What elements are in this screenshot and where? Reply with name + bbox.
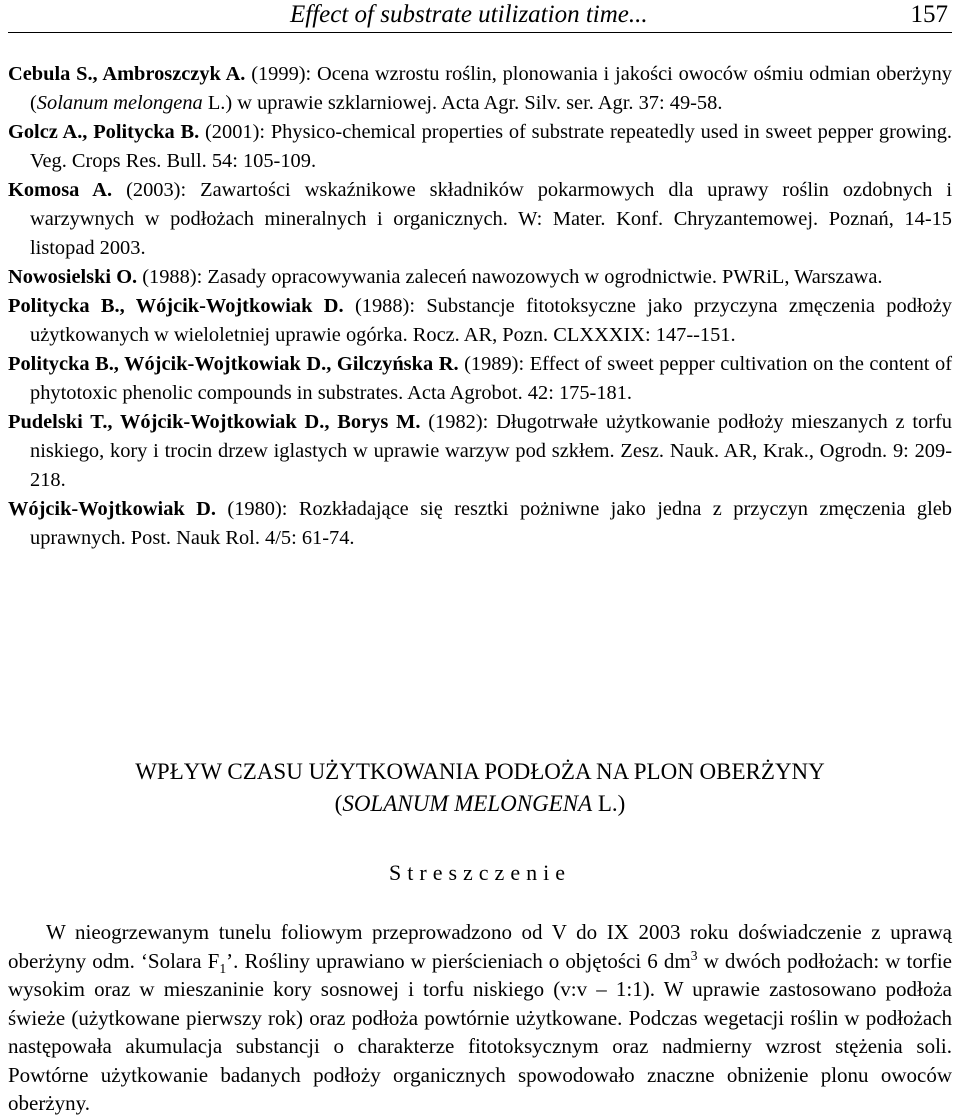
abstract-superscript: 3 bbox=[690, 947, 698, 963]
reference-item bbox=[8, 350, 952, 408]
reference-item bbox=[8, 176, 952, 263]
summary-title-line2 bbox=[0, 788, 960, 820]
reference-item bbox=[8, 495, 952, 553]
abstract-text-3: w dwóch podłożach: w torfie wysokim oraz w mieszaninie kory sosnowej i torfu niskiego (v:v – 1:1). W uprawie zastosowano podłoża świeże (użytkowane pierwszy rok) oraz podłoża powtórnie użytkowane. Podczas wegetacji roślin w podłożach następowała akumulacja substancji o charakterze fitotoksycznym oraz nadmierny wzrost stężenia soli. Powtórne użytkowanie badanych podłoży organicznych spowodowało znaczne obniżenie plonu owoców oberżyny. bbox=[8, 948, 952, 1115]
reference-text: (1999): Ocena wzrostu roślin, plonowania i jakości owoców ośmiu odmian oberżyny ( bbox=[30, 63, 952, 114]
reference-item bbox=[8, 60, 952, 118]
reference-authors: Politycka B., Wójcik-Wojtkowiak D., Gilczyńska R. bbox=[8, 353, 459, 375]
reference-authors: Komosa A. bbox=[8, 179, 113, 201]
reference-item bbox=[8, 408, 952, 495]
summary-title-species: SOLANUM MELONGENA bbox=[342, 791, 593, 816]
references-list bbox=[8, 60, 952, 553]
reference-text-end: L.) w uprawie szklarniowej. Acta Agr. Silv. ser. Agr. 37: 49-58. bbox=[202, 92, 723, 114]
summary-title-close: L.) bbox=[592, 791, 626, 816]
reference-text: (1982): Długotrwałe użytkowanie podłoży mieszanych z torfu niskiego, kory i trocin drzew iglastych w uprawie warzyw pod szkłem. Zesz. Nauk. AR, Krak., Ogrodn. 9: 209-218. bbox=[30, 411, 952, 491]
reference-authors: Pudelski T., Wójcik-Wojtkowiak D., Borys M. bbox=[8, 411, 421, 433]
summary-title-line1: WPŁYW CZASU UŻYTKOWANIA PODŁOŻA NA PLON OBERŻYNY bbox=[135, 759, 825, 784]
reference-text: (1988): Zasady opracowywania zaleceń nawozowych w ogrodnictwie. PWRiL, Warszawa. bbox=[137, 266, 883, 288]
abstract-text-1: W nieogrzewanym tunelu foliowym przeprowadzono od V do IX 2003 roku doświadczenie z uprawą oberżyny odm. ‘Solara F bbox=[8, 920, 952, 973]
abstract-text-2: ’. Rośliny uprawiano w pierścieniach o objętości 6 dm bbox=[226, 948, 691, 973]
reference-authors: Wójcik-Wojtkowiak D. bbox=[8, 498, 216, 520]
summary-title bbox=[0, 756, 960, 820]
reference-item bbox=[8, 263, 952, 292]
reference-text: (2003): Zawartości wskaźnikowe składników pokarmowych dla uprawy roślin ozdobnych i warzywnych w podłożach mineralnych i organicznych. W: Mater. Konf. Chryzantemowej. Poznań, 14-15 listopad 2003. bbox=[30, 179, 952, 259]
abstract-paragraph bbox=[8, 918, 952, 1118]
reference-authors: Nowosielski O. bbox=[8, 266, 138, 288]
reference-authors: Cebula S., Ambroszczyk A. bbox=[8, 63, 246, 85]
reference-text: (2001): Physico-chemical properties of substrate repeatedly used in sweet pepper growing. Veg. Crops Res. Bull. 54: 105-109. bbox=[30, 121, 952, 172]
reference-text: (1988): Substancje fitotoksyczne jako przyczyna zmęczenia podłoży użytkowanych w wieloletniej uprawie ogórka. Rocz. AR, Pozn. CLXXXIX: 147--151. bbox=[30, 295, 952, 346]
reference-authors: Politycka B., Wójcik-Wojtkowiak D. bbox=[8, 295, 344, 317]
reference-item bbox=[8, 292, 952, 350]
running-header bbox=[8, 0, 952, 33]
running-title: Effect of substrate utilization time... bbox=[290, 1, 648, 28]
reference-authors: Golcz A., Politycka B. bbox=[8, 121, 200, 143]
summary-heading: Streszczenie bbox=[389, 860, 571, 885]
summary-title-open: ( bbox=[334, 791, 343, 816]
abstract-subscript: 1 bbox=[219, 960, 227, 976]
reference-text: (1989): Effect of sweet pepper cultivation on the content of phytotoxic phenolic compounds in substrates. Acta Agrobot. 42: 175-181. bbox=[30, 353, 952, 404]
reference-item bbox=[8, 118, 952, 176]
reference-text: (1980): Rozkładające się resztki pożniwne jako jedna z przyczyn zmęczenia gleb uprawnych. Post. Nauk Rol. 4/5: 61-74. bbox=[30, 498, 952, 549]
reference-species: Solanum melongena bbox=[36, 92, 203, 114]
page-number: 157 bbox=[910, 1, 948, 28]
